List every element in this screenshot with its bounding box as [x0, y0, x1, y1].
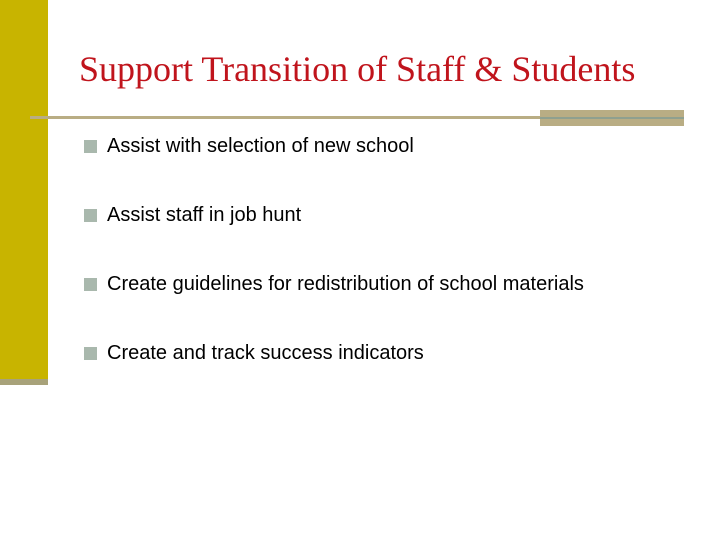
- slide-title: Support Transition of Staff & Students: [79, 49, 636, 89]
- bullet-item: [84, 200, 584, 230]
- bullet-text: Create guidelines for redistribution of school materials: [107, 272, 584, 295]
- bullet-list: [84, 131, 584, 407]
- bullet-item: [84, 338, 584, 368]
- bullet-text: Create and track success indicators: [107, 341, 424, 364]
- square-bullet-icon: [84, 140, 97, 153]
- bullet-item: [84, 131, 584, 161]
- square-bullet-icon: [84, 347, 97, 360]
- left-accent-bar: [0, 0, 48, 385]
- title-divider-accent-line: [540, 117, 684, 119]
- bullet-text: Assist staff in job hunt: [107, 203, 302, 226]
- bullet-text: Assist with selection of new school: [107, 134, 414, 157]
- left-accent-bar-shadow: [0, 379, 48, 385]
- bullet-item: [84, 269, 584, 299]
- square-bullet-icon: [84, 278, 97, 291]
- square-bullet-icon: [84, 209, 97, 222]
